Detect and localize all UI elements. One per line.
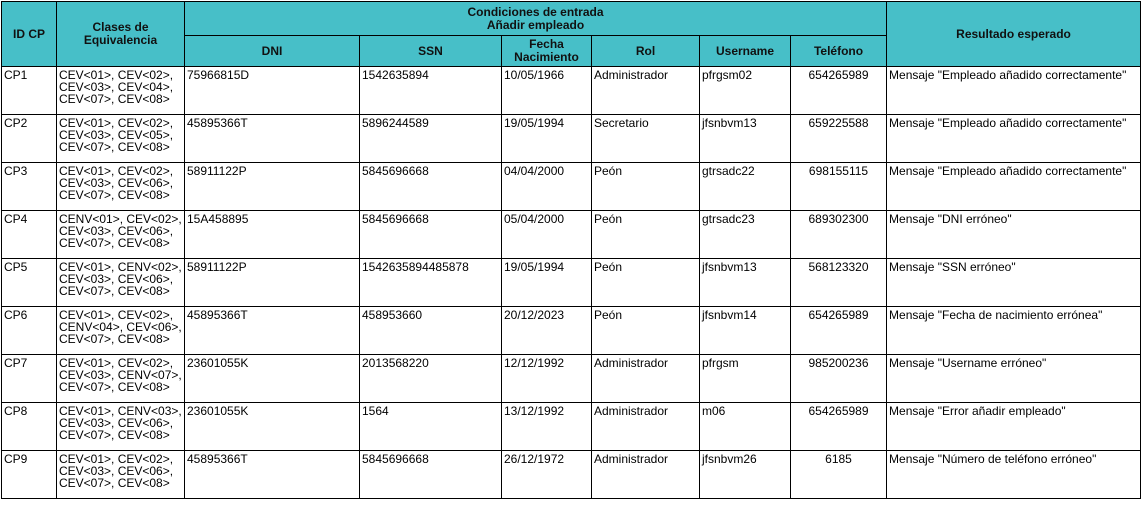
- cell-ssn: 5845696668: [360, 211, 502, 259]
- cell-clases: [57, 163, 185, 211]
- cell-clases: [57, 259, 185, 307]
- header-telefono: Teléfono: [791, 36, 887, 67]
- table-row: [2, 307, 1141, 355]
- cell-id: CP3: [2, 163, 57, 211]
- cell-id: CP8: [2, 403, 57, 451]
- cell-telefono: 689302300: [791, 211, 887, 259]
- header-resultado-esperado: Resultado esperado: [887, 2, 1141, 67]
- cell-telefono: 985200236: [791, 355, 887, 403]
- cell-ssn: 5896244589: [360, 115, 502, 163]
- cell-fecha: 04/04/2000: [502, 163, 592, 211]
- table-row: [2, 163, 1141, 211]
- header-condiciones-subtitle: Añadir empleado: [486, 17, 585, 32]
- cell-fecha: 19/05/1994: [502, 259, 592, 307]
- clases-line: CEV<03>, CEV<06>,: [59, 272, 174, 286]
- cell-ssn: 458953660: [360, 307, 502, 355]
- clases-line: CEV<01>, CEV<02>,: [59, 164, 174, 178]
- cell-resultado: Mensaje "Número de teléfono erróneo": [887, 451, 1141, 499]
- cell-telefono: 654265989: [791, 67, 887, 115]
- cell-dni: 23601055K: [185, 403, 360, 451]
- cell-fecha: 05/04/2000: [502, 211, 592, 259]
- cell-rol: Peón: [592, 163, 700, 211]
- cell-dni: 58911122P: [185, 259, 360, 307]
- cell-resultado: Mensaje "Username erróneo": [887, 355, 1141, 403]
- clases-line: CEV<01>, CEV<02>,: [59, 452, 174, 466]
- cell-ssn: 5845696668: [360, 451, 502, 499]
- cell-dni: 45895366T: [185, 307, 360, 355]
- cell-clases: [57, 403, 185, 451]
- clases-line: CEV<07>, CEV<08>: [59, 476, 170, 490]
- cell-id: CP1: [2, 67, 57, 115]
- cell-telefono: 659225588: [791, 115, 887, 163]
- cell-resultado: Mensaje "SSN erróneo": [887, 259, 1141, 307]
- cell-resultado: Mensaje "Empleado añadido correctamente": [887, 115, 1141, 163]
- cell-rol: Peón: [592, 259, 700, 307]
- cell-resultado: Mensaje "Fecha de nacimiento errónea": [887, 307, 1141, 355]
- table-body: [2, 67, 1141, 499]
- header-ssn: SSN: [360, 36, 502, 67]
- clases-line: CEV<07>, CEV<08>: [59, 236, 170, 250]
- header-clases-equivalencia: Clases de Equivalencia: [57, 2, 185, 67]
- cell-ssn: 2013568220: [360, 355, 502, 403]
- cell-telefono: 568123320: [791, 259, 887, 307]
- clases-line: CEV<01>, CEV<02>,: [59, 308, 174, 322]
- cell-resultado: Mensaje "Empleado añadido correctamente": [887, 67, 1141, 115]
- cell-resultado: Mensaje "Empleado añadido correctamente": [887, 163, 1141, 211]
- cell-ssn: 5845696668: [360, 163, 502, 211]
- clases-line: CEV<07>, CEV<08>: [59, 284, 170, 298]
- cell-resultado: Mensaje "DNI erróneo": [887, 211, 1141, 259]
- cell-clases: [57, 115, 185, 163]
- cell-fecha: 20/12/2023: [502, 307, 592, 355]
- cell-dni: 45895366T: [185, 115, 360, 163]
- cell-clases: [57, 355, 185, 403]
- cell-dni: 23601055K: [185, 355, 360, 403]
- cell-username: jfsnbvm26: [700, 451, 791, 499]
- cell-rol: Administrador: [592, 403, 700, 451]
- table-row: [2, 355, 1141, 403]
- clases-line: CEV<07>, CEV<08>: [59, 92, 170, 106]
- cell-clases: [57, 307, 185, 355]
- cell-username: gtrsadc23: [700, 211, 791, 259]
- table-row: [2, 211, 1141, 259]
- table-row: [2, 451, 1141, 499]
- cell-fecha: 10/05/1966: [502, 67, 592, 115]
- cell-fecha: 26/12/1972: [502, 451, 592, 499]
- table-row: [2, 403, 1141, 451]
- test-cases-table: [1, 1, 1141, 499]
- clases-line: CEV<07>, CEV<08>: [59, 380, 170, 394]
- cell-clases: [57, 451, 185, 499]
- header-fecha-nacimiento: Fecha Nacimiento: [502, 36, 592, 67]
- clases-line: CEV<03>, CEV<06>,: [59, 176, 174, 190]
- header-id-cp: ID CP: [2, 2, 57, 67]
- header-username: Username: [700, 36, 791, 67]
- cell-id: CP5: [2, 259, 57, 307]
- cell-dni: 15A458895: [185, 211, 360, 259]
- header-dni: DNI: [185, 36, 360, 67]
- cell-telefono: 654265989: [791, 307, 887, 355]
- cell-id: CP2: [2, 115, 57, 163]
- cell-rol: Administrador: [592, 67, 700, 115]
- cell-telefono: 698155115: [791, 163, 887, 211]
- cell-rol: Peón: [592, 211, 700, 259]
- cell-username: jfsnbvm13: [700, 115, 791, 163]
- clases-line: CEV<03>, CEV<05>,: [59, 128, 174, 142]
- clases-line: CEV<01>, CEV<02>,: [59, 356, 174, 370]
- header-condiciones-entrada: [185, 2, 887, 36]
- cell-rol: Administrador: [592, 355, 700, 403]
- clases-line: CEV<07>, CEV<08>: [59, 188, 170, 202]
- clases-line: CEV<01>, CENV<02>,: [59, 260, 182, 274]
- clases-line: CEV<01>, CENV<03>,: [59, 404, 182, 418]
- cell-dni: 75966815D: [185, 67, 360, 115]
- clases-line: CENV<01>, CEV<02>,: [59, 212, 182, 226]
- cell-username: jfsnbvm13: [700, 259, 791, 307]
- cell-fecha: 19/05/1994: [502, 115, 592, 163]
- clases-line: CEV<03>, CEV<06>,: [59, 416, 174, 430]
- cell-rol: Administrador: [592, 451, 700, 499]
- clases-line: CEV<03>, CENV<07>,: [59, 368, 182, 382]
- table-row: [2, 259, 1141, 307]
- cell-username: pfrgsm02: [700, 67, 791, 115]
- cell-ssn: 1542635894: [360, 67, 502, 115]
- table-row: [2, 115, 1141, 163]
- cell-fecha: 12/12/1992: [502, 355, 592, 403]
- header-condiciones-title: Condiciones de entrada: [467, 4, 604, 19]
- cell-clases: [57, 67, 185, 115]
- cell-ssn: 1564: [360, 403, 502, 451]
- header-rol: Rol: [592, 36, 700, 67]
- cell-ssn: 1542635894485878: [360, 259, 502, 307]
- cell-dni: 45895366T: [185, 451, 360, 499]
- cell-telefono: 6185: [791, 451, 887, 499]
- clases-line: CEV<03>, CEV<06>,: [59, 224, 174, 238]
- cell-id: CP4: [2, 211, 57, 259]
- cell-clases: [57, 211, 185, 259]
- cell-rol: Peón: [592, 307, 700, 355]
- clases-line: CEV<07>, CEV<08>: [59, 332, 170, 346]
- table-row: [2, 67, 1141, 115]
- clases-line: CEV<03>, CEV<06>,: [59, 464, 174, 478]
- cell-dni: 58911122P: [185, 163, 360, 211]
- clases-line: CEV<07>, CEV<08>: [59, 140, 170, 154]
- cell-rol: Secretario: [592, 115, 700, 163]
- cell-username: pfrgsm: [700, 355, 791, 403]
- cell-id: CP7: [2, 355, 57, 403]
- cell-fecha: 13/12/1992: [502, 403, 592, 451]
- cell-id: CP6: [2, 307, 57, 355]
- cell-username: m06: [700, 403, 791, 451]
- cell-telefono: 654265989: [791, 403, 887, 451]
- cell-id: CP9: [2, 451, 57, 499]
- clases-line: CEV<03>, CEV<04>,: [59, 80, 174, 94]
- clases-line: CENV<04>, CEV<06>,: [59, 320, 182, 334]
- clases-line: CEV<01>, CEV<02>,: [59, 116, 174, 130]
- clases-line: CEV<01>, CEV<02>,: [59, 68, 174, 82]
- cell-username: gtrsadc22: [700, 163, 791, 211]
- cell-username: jfsnbvm14: [700, 307, 791, 355]
- clases-line: CEV<07>, CEV<08>: [59, 428, 170, 442]
- cell-resultado: Mensaje "Error añadir empleado": [887, 403, 1141, 451]
